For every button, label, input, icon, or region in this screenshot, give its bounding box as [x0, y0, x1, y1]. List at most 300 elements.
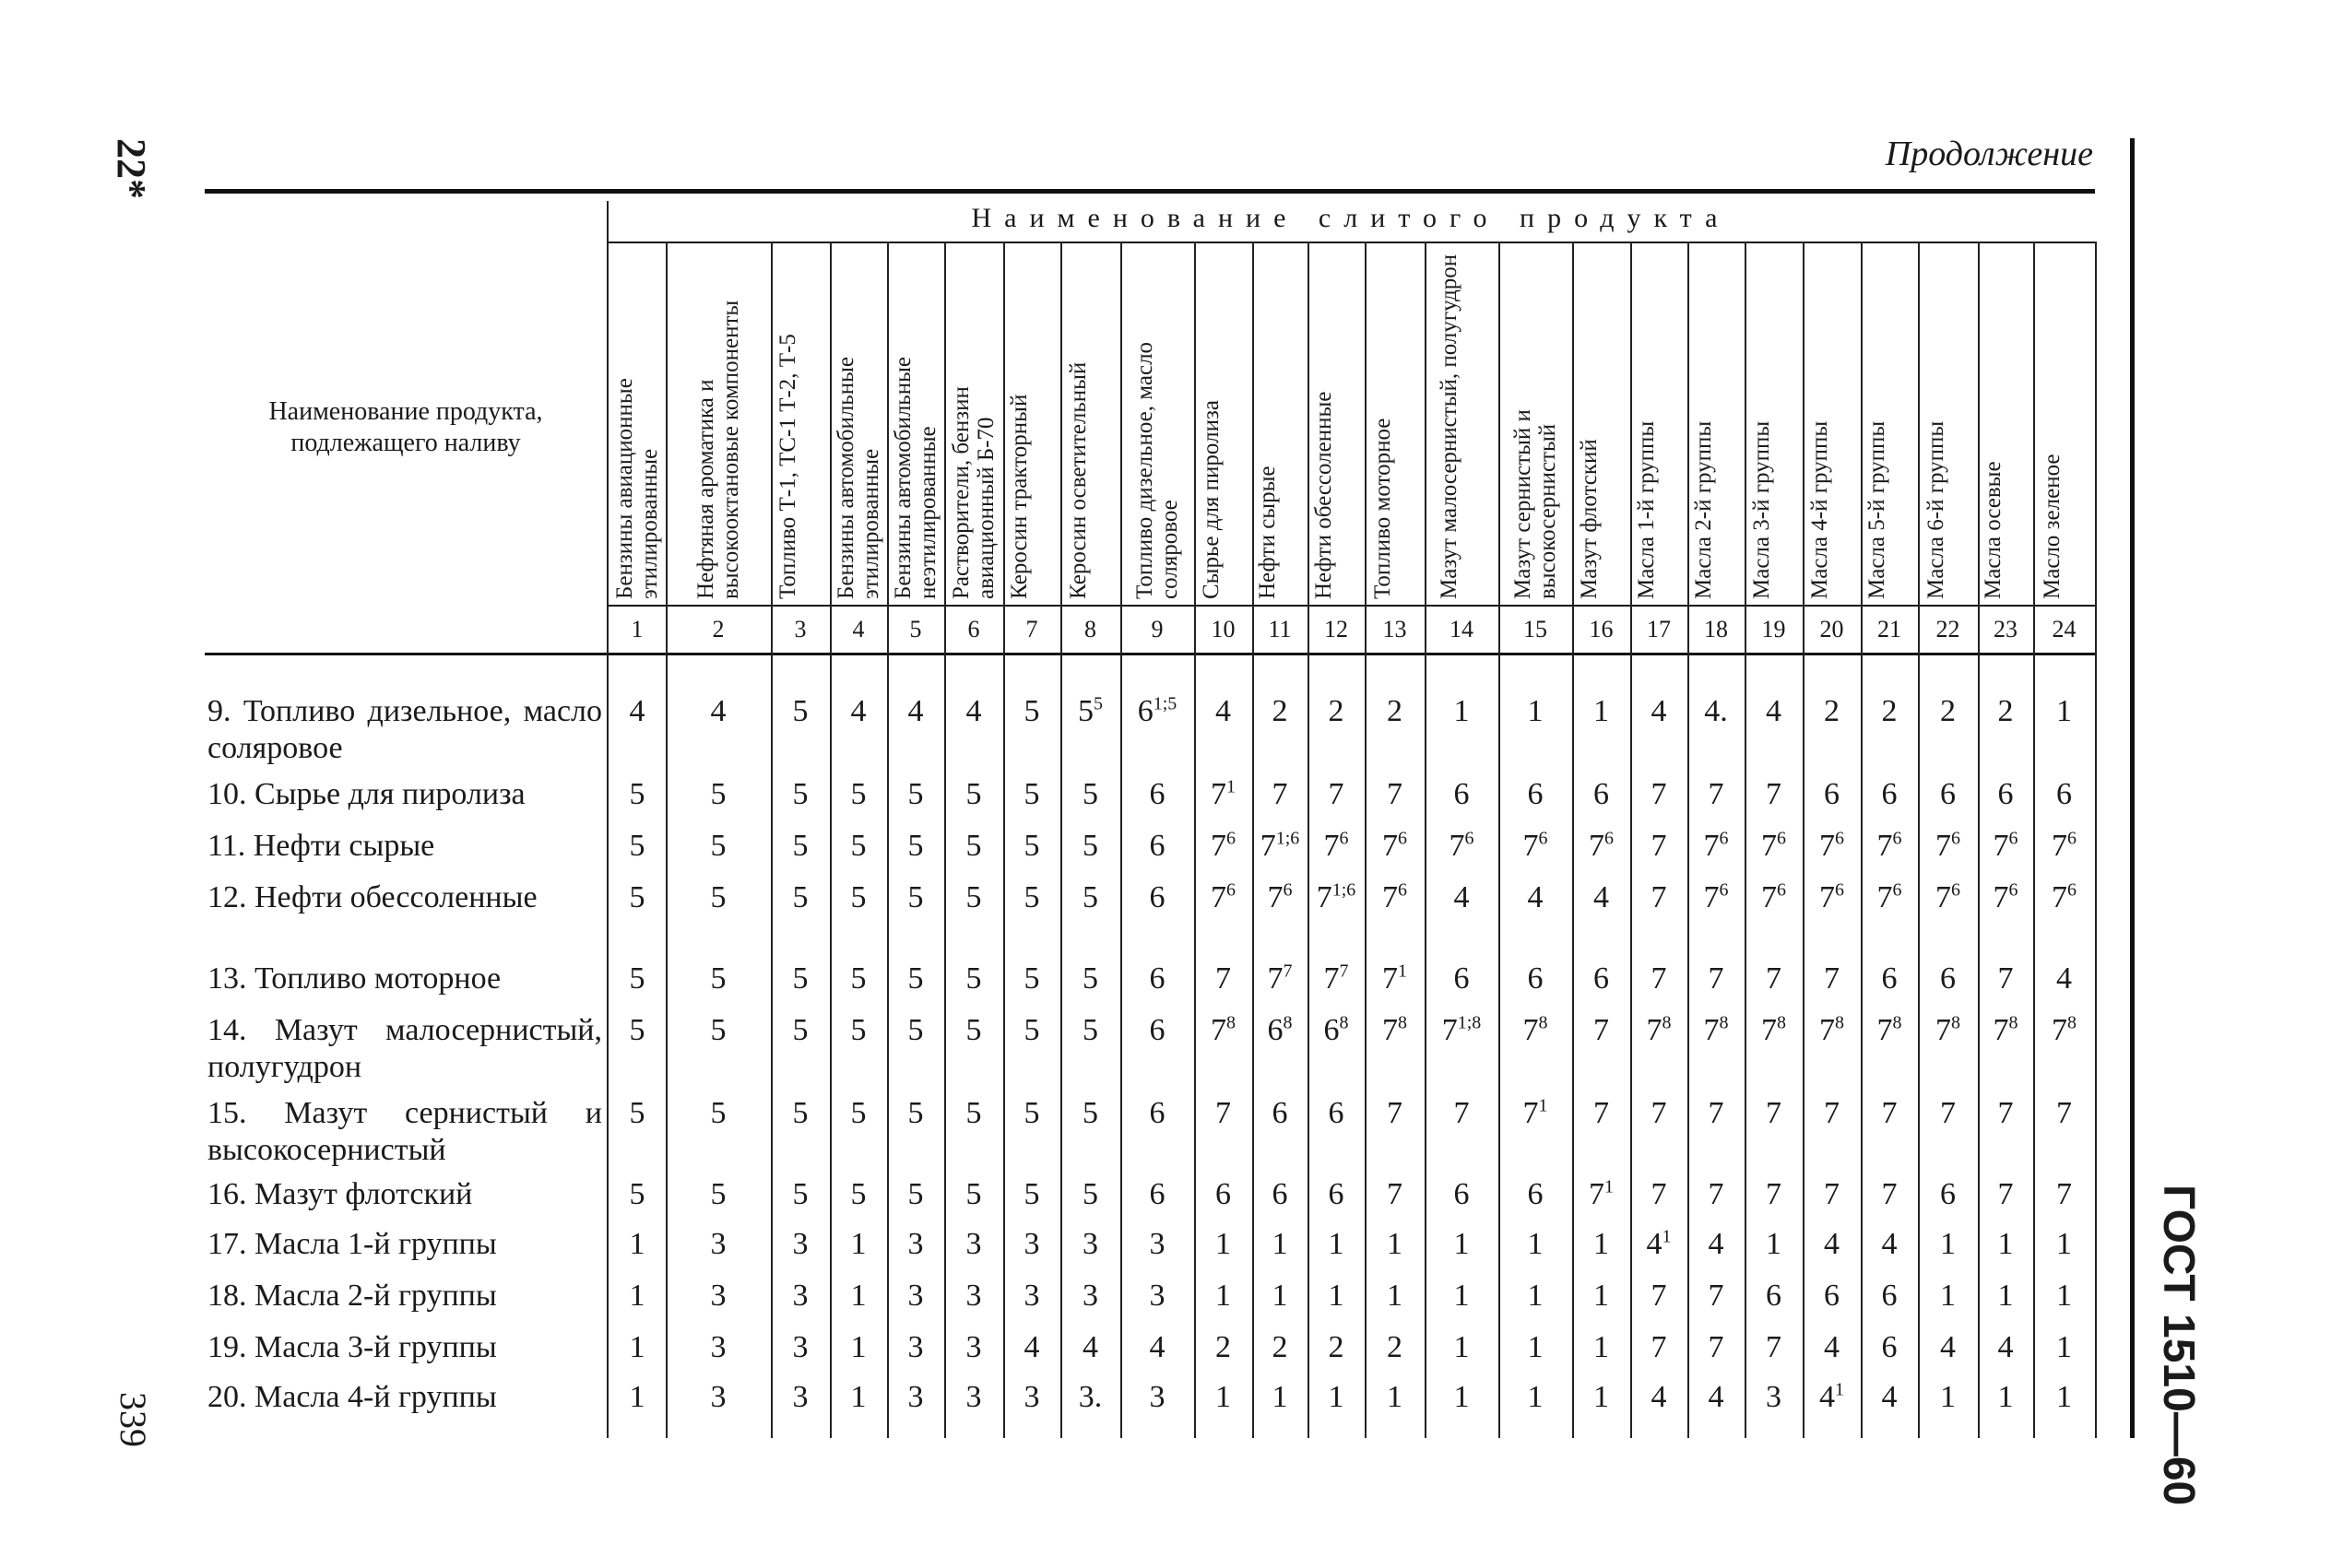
table-cell: [2039, 693, 2090, 730]
column-rule: [1194, 242, 1196, 1438]
table-cell: [2039, 961, 2090, 997]
table-cell: [1864, 1226, 1915, 1263]
cell-footnote: 1: [1398, 961, 1407, 982]
cell-footnote: 6: [1538, 828, 1548, 849]
table-cell: [1576, 1278, 1627, 1315]
table-cell: [1509, 776, 1561, 813]
column-rule: [1687, 242, 1689, 1438]
table-cell: [1576, 1226, 1627, 1263]
table-cell: [948, 1176, 1000, 1213]
cell-footnote: 8: [2067, 1012, 2077, 1033]
cell-value: 5: [965, 1096, 982, 1130]
cell-value: 1: [1940, 1227, 1956, 1261]
cell-value: 7: [1997, 1096, 2014, 1130]
cell-value: 6: [1453, 961, 1470, 996]
cell-value: 7: [1651, 777, 1667, 811]
table-cell: [1864, 776, 1915, 813]
table-cell: [1509, 1379, 1561, 1416]
cell-value: 5: [792, 777, 809, 811]
cell-value: 6: [1149, 880, 1166, 914]
cell-value: 3: [1149, 1380, 1166, 1414]
cell-value: 6: [1527, 961, 1544, 996]
table-cell: [692, 693, 744, 730]
cell-footnote: 8: [1835, 1012, 1844, 1033]
table-cell: [1806, 776, 1858, 813]
cell-value: 2: [1881, 694, 1898, 728]
column-header-label: Бензины автомобильные этилированные: [834, 357, 883, 599]
column-rule: [1498, 242, 1500, 1438]
table-cell: [1369, 1012, 1421, 1049]
cell-value: 7: [1323, 829, 1340, 863]
cell-value: 6: [1997, 777, 2014, 811]
table-cell: [1198, 1226, 1249, 1263]
cell-value: 7: [1593, 1013, 1609, 1047]
cell-value: 1: [629, 1330, 645, 1364]
table-cell: [1131, 1095, 1183, 1132]
table-cell: [1065, 1329, 1117, 1366]
table-cell: [775, 1095, 826, 1132]
table-cell: [1254, 1095, 1306, 1132]
table-cell: [775, 1226, 826, 1263]
column-header-label: Керосин тракторный: [1007, 394, 1032, 599]
cell-value: 5: [1024, 829, 1040, 863]
table-cell: [833, 1012, 884, 1049]
table-cell: [1254, 1379, 1306, 1416]
cell-value: 3: [907, 1279, 924, 1313]
table-cell: [1065, 828, 1117, 865]
table-cell: [1980, 1012, 2031, 1049]
table-cell: [692, 879, 744, 916]
column-header-label: Масла 2-й группы: [1691, 420, 1716, 599]
cell-value: 6: [2056, 777, 2072, 811]
cell-footnote: 8: [1283, 1012, 1293, 1033]
cell-value: 5: [1083, 777, 1098, 811]
cell-footnote: 8: [1226, 1012, 1236, 1033]
column-number: 13: [1382, 616, 1407, 643]
cell-footnote: 6: [1398, 828, 1407, 849]
column-header-label: Сырье для пиролиза: [1198, 400, 1224, 599]
cell-value: 3.: [1078, 1380, 1103, 1414]
column-rule: [666, 242, 668, 1438]
table-cell: [1369, 776, 1421, 813]
table-cell: [1748, 828, 1800, 865]
cell-value: 7: [1651, 1279, 1667, 1313]
cell-value: 1: [1453, 1227, 1470, 1261]
cell-value: 5: [907, 1013, 924, 1047]
table-cell: [692, 1176, 744, 1213]
table-cell: [1131, 693, 1183, 730]
table-cell: [1633, 1095, 1685, 1132]
table-cell: [1923, 1278, 1974, 1315]
table-cell: [833, 1176, 884, 1213]
table-cell: [1633, 693, 1685, 730]
cell-value: 3: [1149, 1227, 1166, 1261]
column-rule: [1003, 242, 1005, 1438]
column-number: 2: [712, 616, 725, 643]
cell-value: 2: [1328, 1330, 1344, 1364]
table-cell: [1131, 1226, 1183, 1263]
table-cell: [1576, 879, 1627, 916]
cell-value: 4.: [1704, 694, 1728, 728]
table-cell: [1864, 879, 1915, 916]
table-cell: [1806, 1095, 1858, 1132]
table-cell: [1748, 879, 1800, 916]
cell-value: 7: [1211, 880, 1226, 914]
cell-value: 5: [965, 777, 982, 811]
table-cell: [1065, 879, 1117, 916]
cell-value: 7: [1316, 880, 1332, 914]
cell-value: 7: [1881, 1096, 1898, 1130]
cell-value: 7: [1387, 1177, 1402, 1211]
cell-value: 1: [1453, 1279, 1470, 1313]
table-cell: [1690, 1095, 1742, 1132]
column-number: 24: [2052, 616, 2077, 643]
table-cell: [1436, 1176, 1487, 1213]
cell-value: 6: [1328, 1177, 1344, 1211]
column-number: 4: [852, 616, 865, 643]
table-cell: [1633, 828, 1685, 865]
cell-value: 3: [710, 1380, 727, 1414]
cell-value: 1: [850, 1227, 867, 1261]
cell-value: 3: [792, 1380, 809, 1414]
column-rule: [887, 242, 889, 1438]
cell-value: 5: [792, 1013, 809, 1047]
cell-footnote: 1;5: [1153, 693, 1177, 714]
table-cell: [948, 1278, 1000, 1315]
cell-value: 1: [629, 1380, 645, 1414]
table-cell: [1436, 1379, 1487, 1416]
cell-value: 5: [907, 1177, 924, 1211]
cell-footnote: 8: [1777, 1012, 1786, 1033]
cell-footnote: 8: [2008, 1012, 2018, 1033]
table-cell: [611, 1095, 663, 1132]
cell-value: 7: [1267, 961, 1284, 996]
cell-value: 7: [1766, 777, 1781, 811]
page-mark-top: 22*: [109, 138, 154, 199]
cell-value: 6: [1267, 1013, 1284, 1047]
table-cell: [948, 828, 1000, 865]
table-cell: [1369, 693, 1421, 730]
table-cell: [1980, 1176, 2031, 1213]
cell-footnote: 8: [1398, 1012, 1407, 1033]
table-cell: [890, 1226, 941, 1263]
cell-value: 3: [1083, 1227, 1098, 1261]
cell-value: 7: [1766, 1177, 1781, 1211]
cell-value: 5: [710, 829, 727, 863]
cell-value: 6: [1940, 1177, 1956, 1211]
cell-value: 5: [629, 1177, 645, 1211]
table-cell: [1310, 1379, 1362, 1416]
cell-value: 1: [1593, 1279, 1609, 1313]
table-cell: [1806, 1278, 1858, 1315]
table-cell: [1864, 693, 1915, 730]
table-cell: [1509, 879, 1561, 916]
cell-value: 7: [1761, 880, 1777, 914]
cell-footnote: 6: [1951, 828, 1960, 849]
cell-footnote: 6: [1398, 879, 1407, 901]
cell-value: 7: [1651, 1096, 1667, 1130]
cell-value: 7: [1651, 1177, 1667, 1211]
cell-value: 7: [1382, 961, 1398, 996]
column-rule: [1803, 242, 1804, 1438]
cell-value: 4: [1824, 1330, 1840, 1364]
cell-value: 3: [907, 1380, 924, 1414]
column-header-label: Бензины авиационные этилированные: [612, 378, 662, 599]
table-cell: [1006, 1226, 1058, 1263]
cell-value: 5: [1024, 1177, 1040, 1211]
cell-value: 7: [1651, 1330, 1667, 1364]
cell-value: 1: [1272, 1380, 1288, 1414]
table-cell: [775, 1278, 826, 1315]
cell-value: 3: [965, 1380, 982, 1414]
cell-value: 4: [1766, 694, 1781, 728]
table-cell: [1310, 1329, 1362, 1366]
cell-value: 3: [710, 1227, 727, 1261]
right-border: [2130, 138, 2135, 1438]
table-cell: [1980, 1329, 2031, 1366]
cell-value: 4: [850, 694, 867, 728]
cell-value: 7: [1935, 829, 1951, 863]
column-header-label: Нефти обессоленные: [1311, 391, 1336, 599]
table-cell: [1980, 1379, 2031, 1416]
cell-value: 1: [1997, 1227, 2014, 1261]
column-number: 19: [1761, 616, 1786, 643]
cell-value: 4: [1149, 1330, 1166, 1364]
column-rule: [1861, 242, 1863, 1438]
table-cell: [2039, 1176, 2090, 1213]
cell-value: 5: [850, 1096, 867, 1130]
cell-value: 5: [792, 1177, 809, 1211]
table-cell: [1254, 828, 1306, 865]
table-cell: [1690, 961, 1742, 997]
cell-value: 5: [629, 1013, 645, 1047]
cell-footnote: 8: [1951, 1012, 1960, 1033]
table-cell: [1369, 1278, 1421, 1315]
table-cell: [890, 1176, 941, 1213]
table-cell: [1436, 1329, 1487, 1366]
cell-value: 7: [1382, 829, 1398, 863]
table-cell: [1864, 1095, 1915, 1132]
cell-value: 4: [1881, 1380, 1898, 1414]
cell-value: 1: [1272, 1227, 1288, 1261]
cell-value: 7: [1651, 880, 1667, 914]
column-rule: [1425, 242, 1426, 1438]
cell-value: 1: [1272, 1279, 1288, 1313]
cell-footnote: 1: [1538, 1095, 1548, 1116]
cell-footnote: 1;6: [1331, 879, 1356, 901]
table-cell: [611, 1329, 663, 1366]
cell-value: 1: [2056, 1330, 2072, 1364]
table-cell: [1254, 1012, 1306, 1049]
cell-value: 7: [1819, 829, 1835, 863]
table-cell: [1923, 1012, 1974, 1049]
cell-value: 4: [1646, 1227, 1662, 1261]
column-rule: [944, 242, 946, 1438]
table-cell: [611, 1226, 663, 1263]
cell-value: 4: [1881, 1227, 1898, 1261]
cell-footnote: 6: [1835, 828, 1844, 849]
cell-value: 6: [1593, 961, 1609, 996]
column-rule: [1307, 242, 1309, 1438]
table-cell: [1254, 1278, 1306, 1315]
cell-footnote: 6: [2008, 879, 2018, 901]
column-number: 22: [1935, 616, 1960, 643]
cell-value: 7: [1215, 1096, 1231, 1130]
table-cell: [1006, 1176, 1058, 1213]
table-cell: [948, 879, 1000, 916]
table-cell: [948, 1379, 1000, 1416]
cell-value: 5: [1024, 694, 1040, 728]
table-cell: [1923, 693, 1974, 730]
cell-value: 4: [1215, 694, 1231, 728]
table-cell: [1310, 776, 1362, 813]
table-cell: [775, 1176, 826, 1213]
cell-value: 7: [1260, 829, 1276, 863]
cell-value: 7: [2052, 880, 2067, 914]
cell-value: 7: [1593, 1096, 1609, 1130]
continuation-label: Продолжение: [1885, 135, 2093, 173]
table-cell: [1690, 1379, 1742, 1416]
table-cell: [611, 1176, 663, 1213]
table-cell: [1806, 1176, 1858, 1213]
spilled-product-header: Наименование слитого продукта: [971, 203, 1731, 233]
table-cell: [833, 828, 884, 865]
table-cell: [611, 1012, 663, 1049]
column-number: 17: [1647, 616, 1671, 643]
table-cell: [1923, 1379, 1974, 1416]
cell-value: 5: [907, 1096, 924, 1130]
table-cell: [1131, 1012, 1183, 1049]
cell-value: 2: [1387, 694, 1402, 728]
cell-value: 5: [710, 1177, 727, 1211]
table-cell: [1509, 961, 1561, 997]
table-cell: [1806, 693, 1858, 730]
cell-value: 5: [629, 961, 645, 996]
table-cell: [1131, 1176, 1183, 1213]
cell-value: 1: [1527, 1227, 1544, 1261]
table-cell: [1198, 1095, 1249, 1132]
table-cell: [1369, 1095, 1421, 1132]
table-cell: [1131, 828, 1183, 865]
row-label: 12. Нефти обессоленные: [207, 880, 538, 914]
table-cell: [1006, 828, 1058, 865]
table-cell: [1806, 1012, 1858, 1049]
table-cell: [1576, 776, 1627, 813]
cell-value: 5: [850, 777, 867, 811]
cell-value: 1: [2056, 1227, 2072, 1261]
cell-value: 3: [1766, 1380, 1781, 1414]
cell-value: 7: [1940, 1096, 1956, 1130]
cell-value: 7: [1522, 1013, 1539, 1047]
table-cell: [1006, 1012, 1058, 1049]
cell-footnote: 1;6: [1275, 828, 1300, 849]
column-header-label: Масла 1-й группы: [1634, 420, 1659, 599]
table-cell: [1509, 1095, 1561, 1132]
table-cell: [1509, 1176, 1561, 1213]
column-number: 23: [1994, 616, 2017, 643]
column-rule: [1745, 242, 1746, 1438]
cell-value: 3: [907, 1227, 924, 1261]
column-header-label: Топливо моторное: [1369, 418, 1395, 599]
cell-value: 5: [629, 829, 645, 863]
cell-value: 2: [1272, 694, 1288, 728]
cell-value: 1: [1766, 1227, 1781, 1261]
column-header-label: Мазут флотский: [1576, 439, 1602, 599]
cell-value: 6: [1323, 1013, 1340, 1047]
cell-value: 3: [907, 1330, 924, 1364]
cell-value: 1: [1387, 1380, 1402, 1414]
row-label: 13. Топливо моторное: [207, 961, 502, 996]
table-cell: [1198, 828, 1249, 865]
cell-value: 6: [1453, 777, 1470, 811]
cell-footnote: 7: [1339, 961, 1349, 982]
cell-value: 5: [965, 829, 982, 863]
table-cell: [1310, 1095, 1362, 1132]
table-cell: [1436, 1012, 1487, 1049]
cell-value: 1: [1387, 1227, 1402, 1261]
table-cell: [1254, 693, 1306, 730]
cell-value: 6: [1215, 1177, 1231, 1211]
table-cell: [2039, 1012, 2090, 1049]
table-cell: [1006, 693, 1058, 730]
cell-value: 5: [850, 1013, 867, 1047]
table-cell: [1923, 1095, 1974, 1132]
table-cell: [775, 1012, 826, 1049]
cell-value: 7: [1211, 1013, 1226, 1047]
cell-value: 7: [1589, 1177, 1604, 1211]
row-label: 18. Масла 2-й группы: [207, 1279, 497, 1313]
cell-value: 7: [1993, 1013, 2009, 1047]
cell-value: 5: [792, 694, 809, 728]
table-cell: [1310, 828, 1362, 865]
cell-value: 7: [1703, 880, 1720, 914]
cell-value: 5: [850, 829, 867, 863]
cell-value: 5: [1083, 1013, 1098, 1047]
column-header-label: Нефтяная ароматика и высокооктановые компоненты: [693, 300, 743, 599]
cell-value: 6: [1881, 1330, 1898, 1364]
cell-value: 7: [1876, 880, 1893, 914]
cell-value: 3: [965, 1279, 982, 1313]
table-cell: [890, 1379, 941, 1416]
table-cell: [1065, 1226, 1117, 1263]
cell-value: 1: [850, 1330, 867, 1364]
cell-footnote: 6: [1283, 879, 1293, 901]
cell-footnote: 6: [1719, 828, 1729, 849]
table-cell: [692, 1278, 744, 1315]
table-cell: [1198, 776, 1249, 813]
cell-value: 7: [1328, 777, 1344, 811]
page-number: 339: [112, 1392, 154, 1447]
table-cell: [1748, 1329, 1800, 1366]
cell-value: 1: [2056, 1380, 2072, 1414]
cell-footnote: 6: [2067, 879, 2077, 901]
cell-value: 7: [1387, 1096, 1402, 1130]
cell-footnote: 1: [1835, 1379, 1844, 1400]
cell-value: 7: [1997, 1177, 2014, 1211]
cell-value: 6: [1593, 777, 1609, 811]
cell-value: 3: [965, 1330, 982, 1364]
table-cell: [1980, 693, 2031, 730]
cell-footnote: 6: [1464, 828, 1474, 849]
cell-footnote: 6: [1892, 828, 1902, 849]
cell-value: 2: [1272, 1330, 1288, 1364]
cell-footnote: 1;8: [1457, 1012, 1482, 1033]
table-cell: [1864, 1379, 1915, 1416]
product-column-header: Наименование продукта, подлежащего наливу: [268, 397, 543, 457]
standard-label: ГОСТ 1510—60: [2154, 1185, 2203, 1506]
table-cell: [1369, 1176, 1421, 1213]
cell-value: 5: [710, 1013, 727, 1047]
